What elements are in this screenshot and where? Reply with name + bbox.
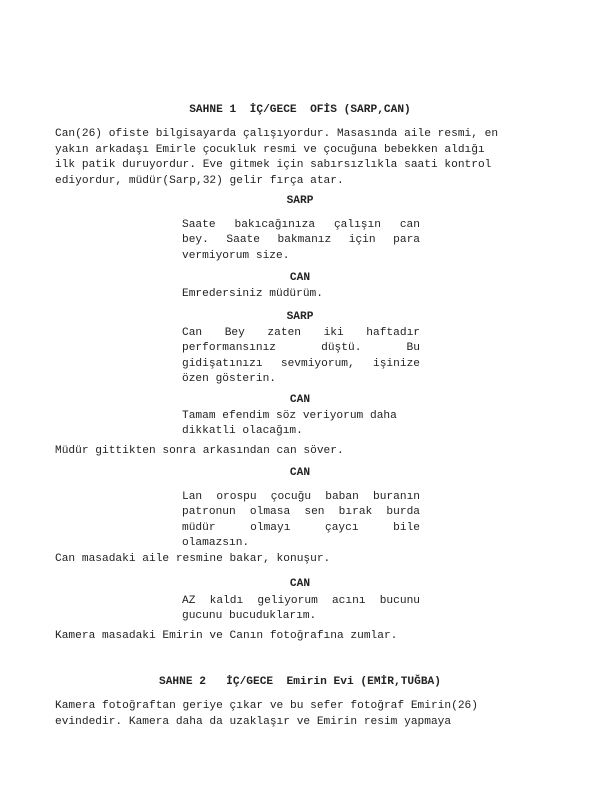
dialogue-sarp-1 (182, 218, 420, 264)
action-line: yakın arkadaşı Emirle çocukluk resmi ve çocuğuna bebekken aldığı (55, 143, 485, 156)
dialogue-line: Emredersiniz müdürüm. (182, 288, 323, 300)
dialogue-line: Can Bey zaten iki haftadır (182, 327, 420, 339)
dialogue-line: gucunu bucuduklarım. (182, 610, 317, 623)
action-line: ilk patik duruyordur. Eve gitmek için sabırsızlıkla saati kontrol (55, 159, 492, 172)
dialogue-line: AZ kaldı geliyorum acını bucunu (182, 595, 420, 607)
dialogue-line: dikkatli olacağım. (182, 425, 303, 438)
dialogue-can-1 (182, 287, 420, 302)
dialogue-line: performansınız düştü. Bu (182, 342, 420, 355)
scene-1-action-3: Can masadaki aile resmine bakar, konuşur. (55, 553, 331, 565)
dialogue-line: vermiyorum size. (182, 249, 290, 262)
scene-1-action-4: Kamera masadaki Emirin ve Canın fotoğrafına zumlar. (55, 630, 398, 642)
dialogue-line: müdür olmayı çaycı bile (182, 521, 420, 534)
dialogue-line: Tamam efendim söz veriyorum daha (182, 410, 397, 422)
action-line: ediyordur, müdür(Sarp,32) gelir fırça atar. (55, 174, 344, 187)
character-sarp: SARP (286, 311, 314, 323)
action-line: Can(26) ofiste bilgisayarda çalışıyordur. Masasında aile resmi, en (55, 128, 499, 140)
dialogue-line: özen gösterin. (182, 372, 276, 385)
character-can: CAN (289, 272, 311, 284)
dialogue-line: Lan orospu çocuğu baban buranın (182, 491, 420, 503)
dialogue-sarp-2 (182, 326, 420, 387)
character-sarp: SARP (286, 195, 314, 207)
dialogue-can-3 (182, 490, 420, 551)
scene-2-heading: SAHNE 2 İÇ/GECE Emirin Evi (EMİR,TUĞBA) (159, 676, 441, 688)
action-line: evindedir. Kamera daha da uzaklaşır ve Emirin resim yapmaya (55, 715, 452, 728)
character-can: CAN (289, 578, 311, 590)
dialogue-can-2 (182, 409, 420, 440)
action-line: Kamera fotoğraftan geriye çıkar ve bu sefer fotoğraf Emirin(26) (55, 700, 478, 712)
dialogue-line: Saate bakıcağınıza çalışın can (182, 219, 420, 231)
dialogue-line: olamazsın. (182, 536, 250, 549)
dialogue-can-4 (182, 594, 420, 625)
scene-1-action-2: Müdür gittikten sonra arkasından can söver. (55, 445, 344, 457)
character-can: CAN (289, 467, 311, 479)
dialogue-line: gidişatınızı sevmiyorum, işinize (182, 357, 420, 370)
scene-2-action-1 (55, 699, 545, 730)
scene-1-heading: SAHNE 1 İÇ/GECE OFİS (SARP,CAN) (189, 104, 411, 116)
dialogue-line: patronun olmasa sen bırak burda (182, 506, 420, 519)
character-can: CAN (289, 394, 311, 406)
scene-1-action-1 (55, 127, 545, 189)
dialogue-line: bey. Saate bakmanız için para (182, 234, 420, 247)
